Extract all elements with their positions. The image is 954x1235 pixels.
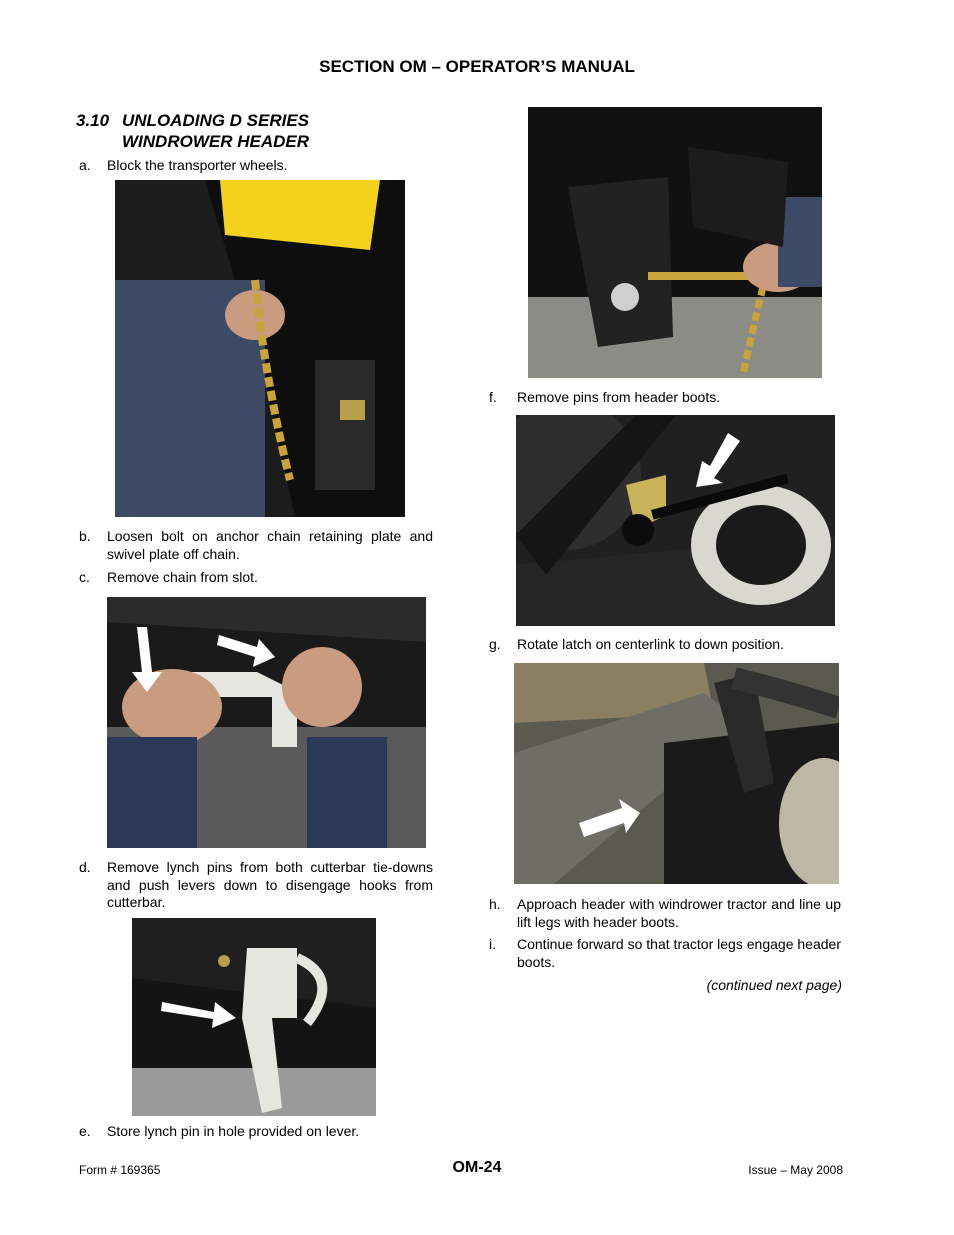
footer-page-number: OM-24 bbox=[452, 1159, 502, 1176]
step-text: Loosen bolt on anchor chain retaining plate and swivel plate off chain. bbox=[107, 528, 433, 562]
photo-centerlink-latch bbox=[516, 415, 835, 626]
step-e bbox=[79, 1123, 433, 1141]
footer-issue-date: Issue – May 2008 bbox=[748, 1163, 843, 1177]
step-label: b. bbox=[79, 528, 91, 544]
footer-form-number: Form # 169365 bbox=[79, 1163, 161, 1177]
step-label: i. bbox=[489, 936, 496, 952]
photo-lynch-pin-hole bbox=[132, 918, 376, 1116]
step-d bbox=[79, 859, 433, 913]
step-label: e. bbox=[79, 1123, 91, 1139]
step-text: Rotate latch on centerlink to down position. bbox=[517, 636, 784, 652]
step-label: g. bbox=[489, 636, 501, 652]
step-h bbox=[489, 896, 841, 932]
step-i bbox=[489, 936, 841, 972]
section-number: 3.10 bbox=[76, 111, 110, 130]
step-label: d. bbox=[79, 859, 91, 875]
continued-note: (continued next page) bbox=[706, 977, 842, 993]
step-c bbox=[79, 569, 433, 587]
step-text: Approach header with windrower tractor and line up lift legs with header boots. bbox=[517, 896, 841, 930]
photo-anchor-chain bbox=[115, 180, 405, 517]
step-label: h. bbox=[489, 896, 501, 912]
section-title bbox=[76, 110, 309, 152]
section-header: SECTION OM – OPERATOR’S MANUAL bbox=[319, 57, 635, 76]
step-label: c. bbox=[79, 569, 90, 585]
step-text: Block the transporter wheels. bbox=[107, 157, 288, 173]
photo-tie-down-levers bbox=[107, 597, 426, 848]
section-title-line1: UNLOADING D SERIES bbox=[122, 111, 310, 130]
photo-header-boot-pin bbox=[528, 107, 822, 378]
step-text: Remove chain from slot. bbox=[107, 569, 258, 585]
step-a bbox=[79, 157, 433, 175]
section-title-line2: WINDROWER HEADER bbox=[122, 132, 309, 151]
step-f bbox=[489, 389, 841, 407]
step-text: Store lynch pin in hole provided on lever. bbox=[107, 1123, 360, 1139]
step-label: f. bbox=[489, 389, 497, 405]
step-g bbox=[489, 636, 841, 654]
step-text: Remove lynch pins from both cutterbar tie-downs and push levers down to disengage hooks from cutterbar. bbox=[107, 859, 433, 910]
step-label: a. bbox=[79, 157, 91, 173]
step-b bbox=[79, 528, 433, 564]
step-text: Remove pins from header boots. bbox=[517, 389, 721, 405]
photo-tractor-approach bbox=[514, 663, 839, 884]
step-text: Continue forward so that tractor legs engage header boots. bbox=[517, 936, 841, 970]
